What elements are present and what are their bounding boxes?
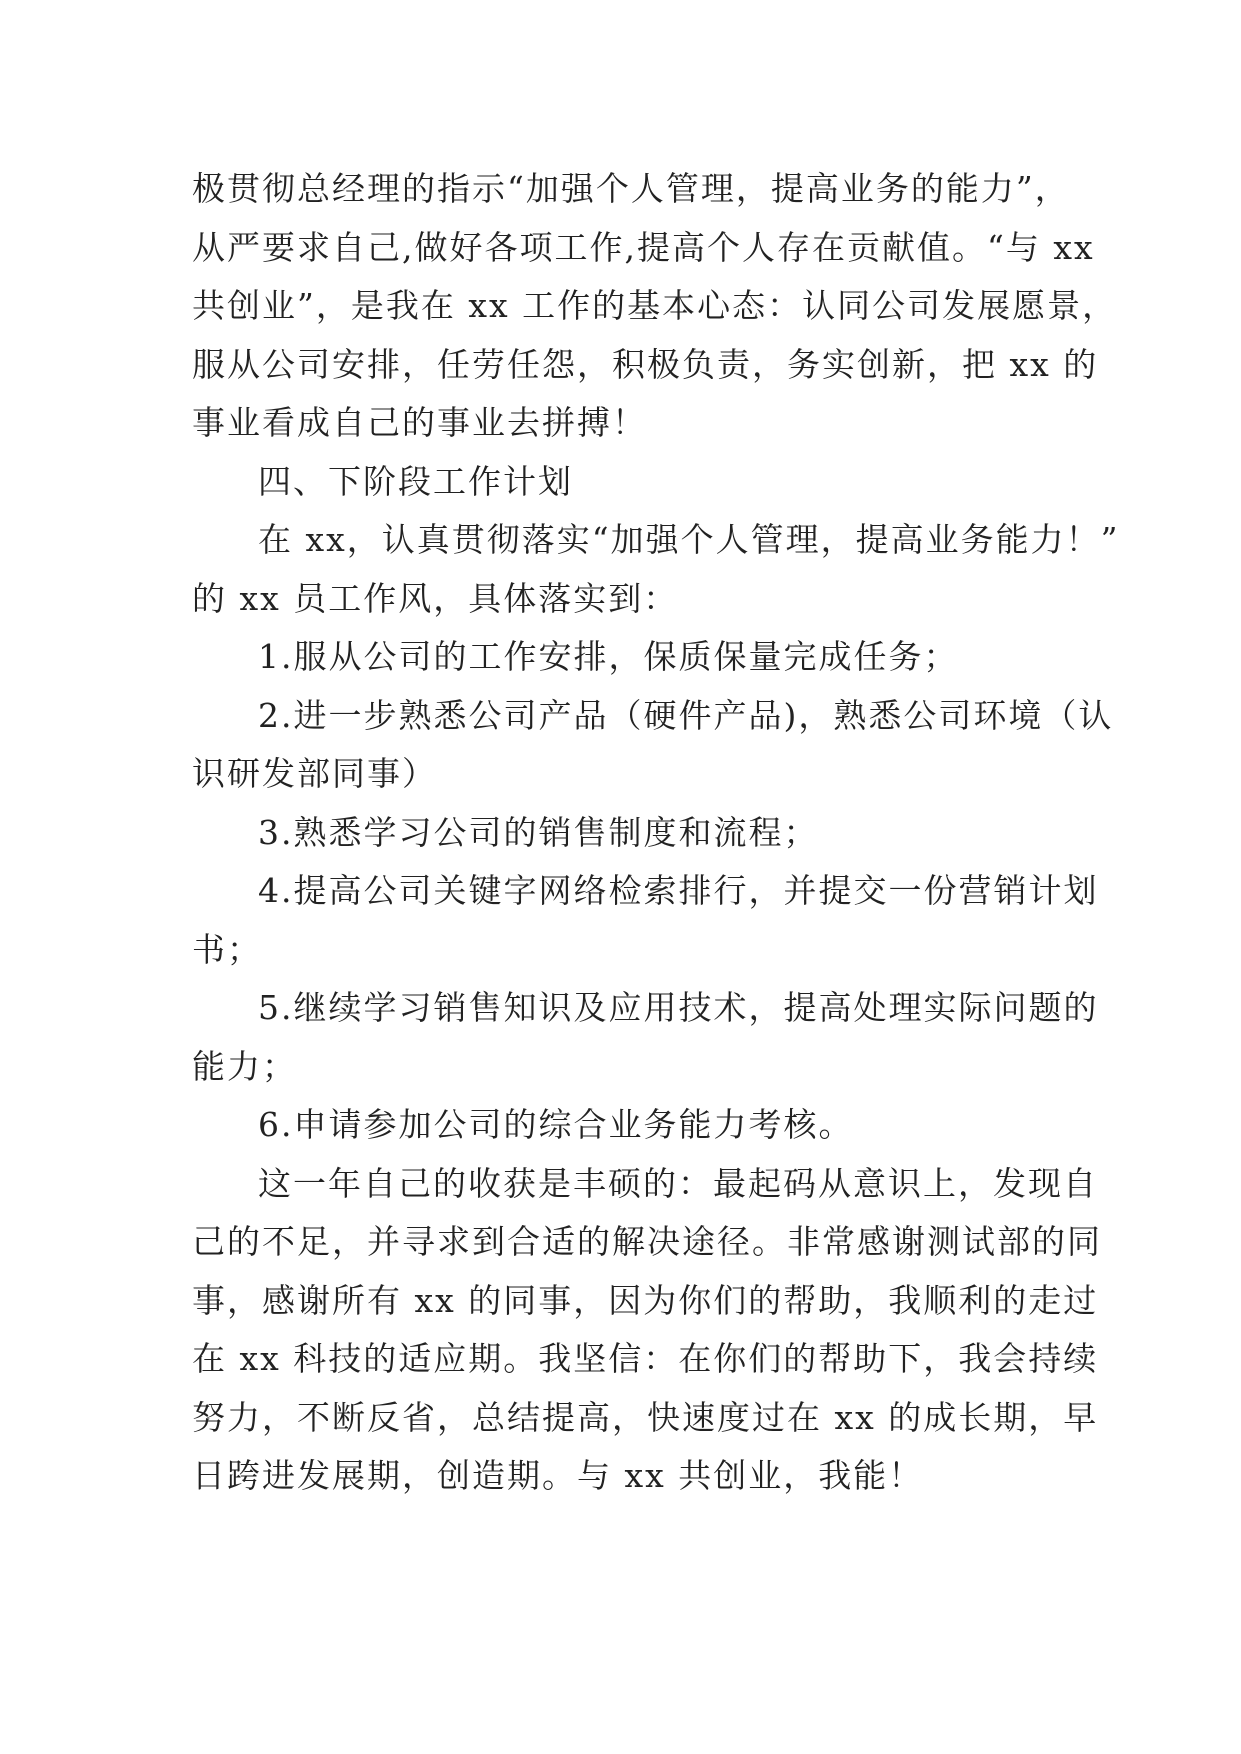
text-line: 书； xyxy=(192,929,262,969)
list-item: 6.申请参加公司的综合业务能力考核。 xyxy=(258,1105,854,1144)
text-line: 在 xx 科技的适应期。我坚信：在你们的帮助下，我会持续 xyxy=(192,1339,1099,1378)
list-item: 4.提高公司关键字网络检索排行，并提交一份营销计划 xyxy=(258,871,1099,910)
list-item: 5.继续学习销售知识及应用技术，提高处理实际问题的 xyxy=(258,988,1099,1027)
text-line: 识研发部同事） xyxy=(192,754,437,793)
text-line: 共创业”，是我在 xx 工作的基本心态：认同公司发展愿景， xyxy=(192,286,1118,325)
document-body xyxy=(192,160,1120,1506)
list-item: 2.进一步熟悉公司产品（硬件产品)，熟悉公司环境（认 xyxy=(258,695,1114,735)
text-line: 服从公司安排，任劳任怨，积极负责，务实创新，把 xx 的 xyxy=(192,344,1099,384)
text-line: 这一年自己的收获是丰硕的：最起码从意识上，发现自 xyxy=(258,1163,1098,1203)
text-line: 努力，不断反省，总结提高，快速度过在 xx 的成长期，早 xyxy=(192,1397,1099,1437)
list-item: 3.熟悉学习公司的销售制度和流程； xyxy=(258,812,819,852)
list-item: 1.服从公司的工作安排，保质保量完成任务； xyxy=(258,637,959,676)
text-line: 事业看成自己的事业去拼搏！ xyxy=(192,403,647,442)
text-line: 能力； xyxy=(192,1046,297,1086)
text-line: 日跨进发展期，创造期。与 xx 共创业，我能！ xyxy=(192,1456,924,1495)
text-line: 在 xx，认真贯彻落实“加强个人管理，提高业务能力！” xyxy=(258,520,1120,559)
text-line: 极贯彻总经理的指示“加强个人管理，提高业务的能力”， xyxy=(192,169,1070,208)
text-line: 的 xx 员工作风，具体落实到： xyxy=(192,578,679,618)
text-line: 己的不足，并寻求到合适的解决途径。非常感谢测试部的同 xyxy=(192,1222,1102,1261)
text-line: 事，感谢所有 xx 的同事，因为你们的帮助，我顺利的走过 xyxy=(192,1280,1099,1320)
text-line: 从严要求自己,做好各项工作,提高个人存在贡献值。“与 xx xyxy=(192,227,1095,267)
section-heading: 四、下阶段工作计划 xyxy=(258,461,573,501)
